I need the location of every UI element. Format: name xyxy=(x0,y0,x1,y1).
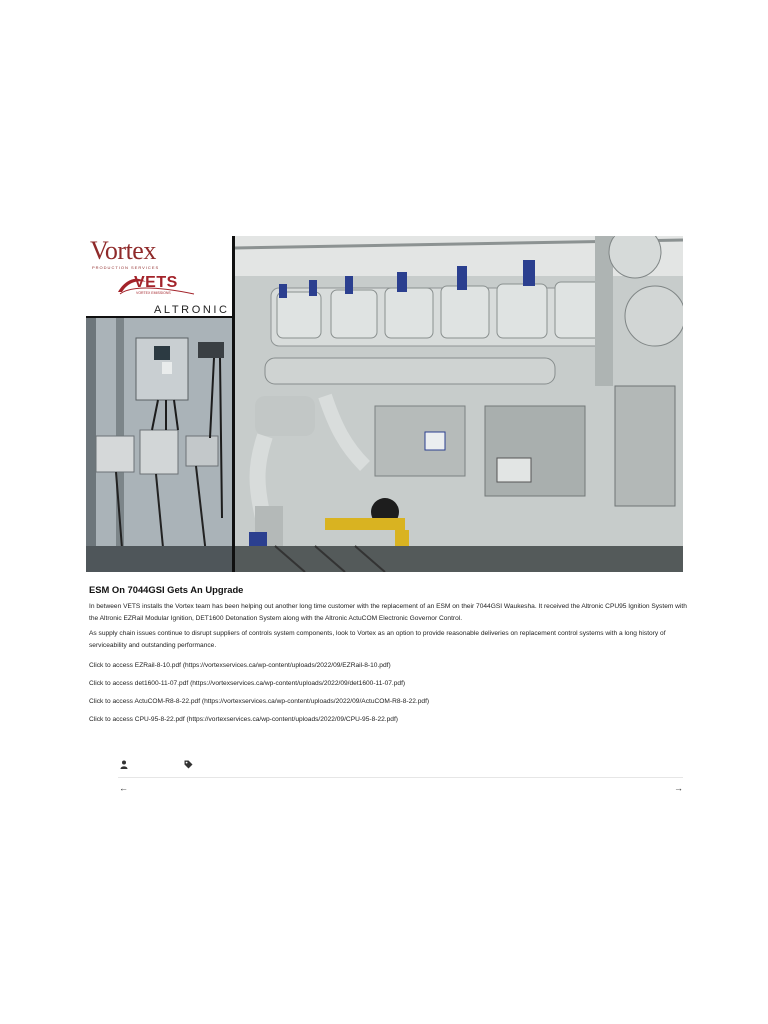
article-paragraph: As supply chain issues continue to disrupt suppliers of controls system components, look to Vortex as an option to provide reasonable deliveries on replacement control systems with a long history of serviceability and outstanding performance. xyxy=(89,630,666,649)
control-panel-illustration xyxy=(86,318,232,572)
vortex-tagline: PRODUCTION SERVICES xyxy=(92,265,160,270)
pdf-link-label[interactable]: Click to access CPU-95-8-22.pdf xyxy=(89,716,185,723)
pdf-link-label[interactable]: Click to access ActuCOM-R8-8-22.pdf xyxy=(89,698,201,705)
pdf-link-url[interactable]: (https://vortexservices.ca/wp-content/uploads/2022/09/CPU-95-8-22.pdf) xyxy=(186,716,398,723)
vortex-logo: Vortex xyxy=(90,236,156,265)
post-meta xyxy=(120,760,680,772)
featured-image xyxy=(86,236,683,572)
vets-logo xyxy=(116,274,196,298)
control-panel-photo xyxy=(86,318,232,572)
tag-icon[interactable] xyxy=(184,760,194,770)
vets-logo-text: VETS xyxy=(134,274,178,291)
vets-tagline: VORTEX EMISSIONS xyxy=(136,291,171,295)
article-paragraph: In between VETS installs the Vortex team has been helping out another long time customer with the replacement of an ESM on their 7044GSI Waukesha. It received the Altronic CPU95 Ignition System with the Altronic EZRail Modular Ignition, DET1600 Detonation System along with the Altronic ActuCOM Electronic Governor Control. xyxy=(89,603,687,622)
pdf-link-url[interactable]: (https://vortexservices.ca/wp-content/uploads/2022/09/det1600-11-07.pdf) xyxy=(190,680,406,687)
pdf-link-ezrail[interactable] xyxy=(89,660,689,671)
pdf-link-label[interactable]: Click to access EZRail-8-10.pdf xyxy=(89,662,181,669)
engine-photo xyxy=(235,236,683,572)
post-divider xyxy=(118,777,683,778)
next-post-arrow-icon[interactable]: → xyxy=(674,783,683,793)
article xyxy=(89,584,689,732)
pdf-link-url[interactable]: (https://vortexservices.ca/wp-content/uploads/2022/09/ActuCOM-R8-8-22.pdf) xyxy=(201,698,430,705)
pdf-link-actucom[interactable] xyxy=(89,696,689,707)
pdf-link-label[interactable]: Click to access det1600-11-07.pdf xyxy=(89,680,189,687)
pdf-link-cpu95[interactable] xyxy=(89,714,689,725)
logo-panel xyxy=(86,236,231,316)
previous-post-arrow-icon[interactable]: ← xyxy=(119,783,128,793)
engine-illustration xyxy=(235,236,683,572)
article-title: ESM On 7044GSI Gets An Upgrade xyxy=(89,584,244,595)
altronic-logo: ALTRONIC xyxy=(154,304,230,316)
pdf-link-det1600[interactable] xyxy=(89,678,689,689)
pdf-link-url[interactable]: (https://vortexservices.ca/wp-content/uploads/2022/09/EZRail-8-10.pdf) xyxy=(182,662,391,669)
user-icon[interactable] xyxy=(120,760,130,770)
